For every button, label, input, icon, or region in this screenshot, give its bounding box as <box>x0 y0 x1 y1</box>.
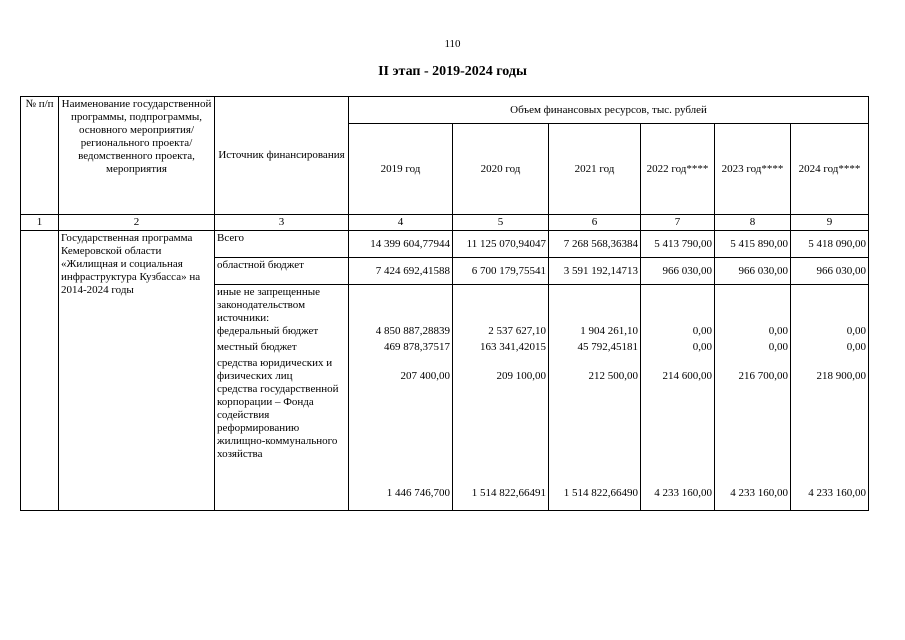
page-title: II этап - 2019-2024 годы <box>378 64 527 79</box>
total-2023: 5 415 890,00 <box>715 231 791 258</box>
fund-2021: 1 514 822,66490 <box>563 487 638 499</box>
other-2024 <box>791 285 869 511</box>
other-2021 <box>549 285 641 511</box>
source-total: Всего <box>215 231 349 258</box>
header-row-1 <box>21 97 869 124</box>
legal-persons-2019: 207 400,00 <box>400 370 450 382</box>
other-2023 <box>715 285 791 511</box>
source-regional: областной бюджет <box>215 258 349 285</box>
fund-2020: 1 514 822,66491 <box>471 487 546 499</box>
fund-2022: 4 233 160,00 <box>654 487 712 499</box>
total-2020: 11 125 070,94047 <box>453 231 549 258</box>
fund-2023: 4 233 160,00 <box>730 487 788 499</box>
regional-2022: 966 030,00 <box>641 258 715 285</box>
program-no <box>21 231 59 511</box>
fund-2024: 4 233 160,00 <box>808 487 867 499</box>
header-source: Источник финансирования <box>215 97 349 215</box>
source-other-intro: иные не запрещенные законодательством источники: <box>217 286 321 324</box>
other-2020 <box>453 285 549 511</box>
legal-persons-2024: 218 900,00 <box>816 370 867 382</box>
header-number: 6 <box>549 215 641 231</box>
federal-2023: 0,00 <box>768 325 788 337</box>
header-number: 4 <box>349 215 453 231</box>
legal-persons-2023: 216 700,00 <box>738 370 788 382</box>
source-local: местный бюджет <box>217 341 297 353</box>
header-year-2020: 2020 год <box>453 124 549 215</box>
regional-2020: 6 700 179,75541 <box>453 258 549 285</box>
legal-persons-2021: 212 500,00 <box>588 370 638 382</box>
total-2022: 5 413 790,00 <box>641 231 715 258</box>
local-2021: 45 792,45181 <box>577 341 638 353</box>
header-row-numbers <box>21 215 869 231</box>
header-year-2024: 2024 год**** <box>791 124 869 215</box>
header-number: 7 <box>641 215 715 231</box>
total-2021: 7 268 568,36384 <box>549 231 641 258</box>
source-other <box>215 285 349 511</box>
other-2022 <box>641 285 715 511</box>
table-row-total <box>21 231 869 258</box>
federal-2024: 0,00 <box>846 325 867 337</box>
legal-persons-2022: 214 600,00 <box>662 370 712 382</box>
regional-2021: 3 591 192,14713 <box>549 258 641 285</box>
regional-2023: 966 030,00 <box>715 258 791 285</box>
source-fund: средства государственной корпорации – Фонда содействия реформированию жилищно-коммунального хозяйства <box>217 383 339 460</box>
header-name: Наименование государственной программы, подпрограммы, основного мероприятия/ регионального проекта/ ведомственного проекта, мероприятия <box>59 97 215 215</box>
federal-2020: 2 537 627,10 <box>488 325 546 337</box>
program-name: Государственная программа Кемеровской области «Жилищная и социальная инфраструктура Кузбасса» на 2014-2024 годы <box>59 231 215 511</box>
legal-persons-2020: 209 100,00 <box>496 370 546 382</box>
page-number: 110 <box>444 38 461 50</box>
other-2019 <box>349 285 453 511</box>
total-2019: 14 399 604,77944 <box>349 231 453 258</box>
local-2023: 0,00 <box>768 341 788 353</box>
fund-2019: 1 446 746,700 <box>386 487 450 499</box>
header-year-2022: 2022 год**** <box>641 124 715 215</box>
total-2024: 5 418 090,00 <box>791 231 869 258</box>
header-number: 2 <box>59 215 215 231</box>
header-year-2023: 2023 год**** <box>715 124 791 215</box>
header-year-2021: 2021 год <box>549 124 641 215</box>
local-2020: 163 341,42015 <box>480 341 546 353</box>
header-no: № п/п <box>21 97 59 215</box>
header-year-2019: 2019 год <box>349 124 453 215</box>
header-number: 9 <box>791 215 869 231</box>
header-number: 3 <box>215 215 349 231</box>
local-2022: 0,00 <box>692 341 712 353</box>
header-number: 5 <box>453 215 549 231</box>
header-number: 8 <box>715 215 791 231</box>
regional-2019: 7 424 692,41588 <box>349 258 453 285</box>
source-legal-persons: средства юридических и физических лиц <box>217 357 333 382</box>
header-volume: Объем финансовых ресурсов, тыс. рублей <box>349 97 869 124</box>
local-2024: 0,00 <box>846 341 867 353</box>
federal-2021: 1 904 261,10 <box>580 325 638 337</box>
source-federal: федеральный бюджет <box>217 325 319 337</box>
federal-2019: 4 850 887,28839 <box>375 325 450 337</box>
regional-2024: 966 030,00 <box>791 258 869 285</box>
financing-table <box>20 96 869 511</box>
federal-2022: 0,00 <box>692 325 712 337</box>
local-2019: 469 878,37517 <box>384 341 450 353</box>
header-number: 1 <box>21 215 59 231</box>
